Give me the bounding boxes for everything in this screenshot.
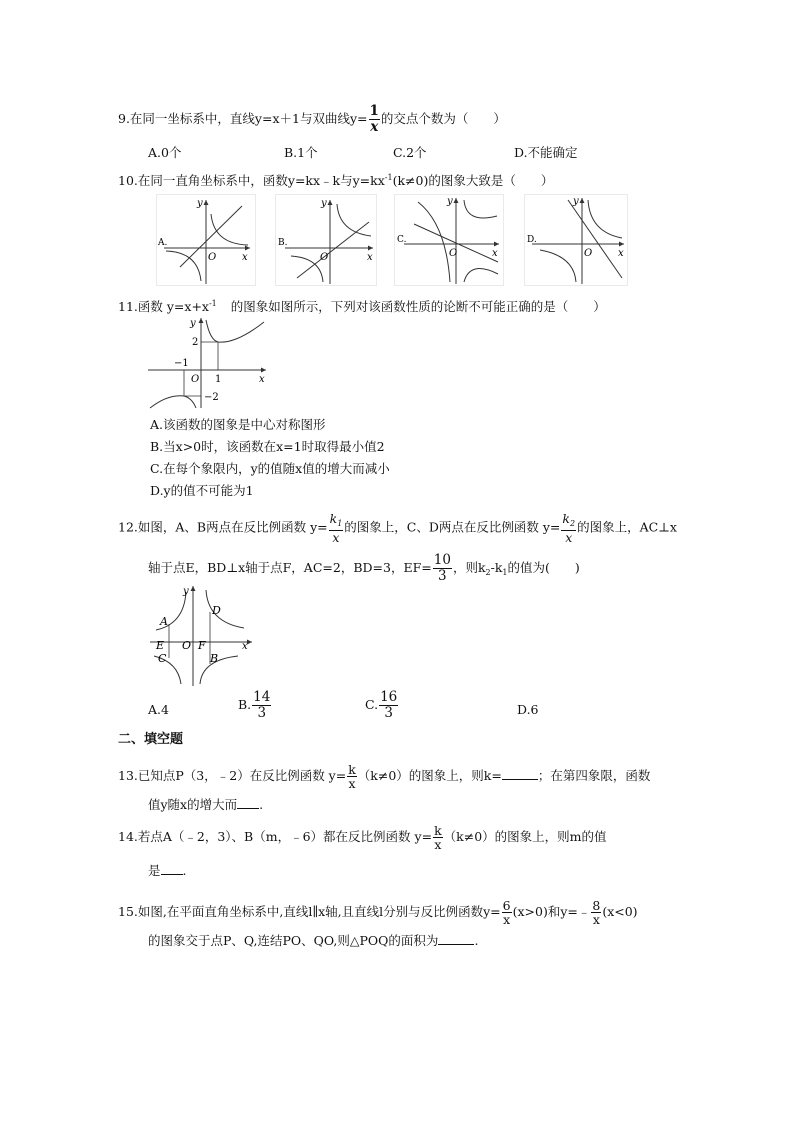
q9-stem: [118, 104, 506, 135]
q11-graph-neg-one: −1: [174, 358, 189, 369]
q10-graph-b-label: B.: [278, 238, 288, 248]
q12-option-c-fraction: [379, 690, 398, 721]
q12-fraction-k2: [561, 512, 576, 544]
q12-line-2-part-d: 的值为( ): [507, 560, 580, 575]
q9-option-d: D.不能确定: [514, 145, 578, 160]
q14-fraction-numerator: k: [434, 823, 442, 838]
q15-line-2: [148, 932, 478, 949]
q15-line-2-part-a: 的图象交于点P、Q,连结PO、QO,则△POQ的面积为: [148, 933, 439, 948]
q10-graph-d-o: O: [584, 248, 593, 259]
q12-ef-denominator: 3: [438, 568, 447, 584]
q15-line-1-part-a: 15.如图,在平面直角坐标系中,直线l∥x轴,且直线l分别与反比例函数y=: [118, 904, 501, 919]
q12-graph-o: O: [182, 639, 192, 652]
q15-fraction-8-denominator: x: [592, 912, 600, 927]
q14-line-2: [148, 862, 187, 879]
q14-line-2-part-b: .: [182, 863, 187, 878]
q10-graph-c-label: C.: [397, 235, 407, 245]
q10-exponent: -1: [384, 173, 393, 182]
q14-fraction-denominator: x: [434, 837, 442, 852]
q14-line-1-part-b: （k≠0）的图象上，则m的值: [443, 829, 607, 844]
q10-graph-c: [394, 194, 504, 286]
q10-graph-b: [275, 194, 377, 286]
q12-k1-denominator: x: [332, 530, 340, 545]
q12-option-a: A.4: [148, 702, 169, 717]
q12-k2-subscript-2: 2: [485, 568, 491, 577]
q9-stem-part-a: 9.在同一坐标系中，直线y=x＋1与双曲线y=: [118, 111, 368, 126]
q15-fraction-6-numerator: 6: [502, 898, 511, 913]
q12-graph-e: E: [156, 639, 165, 652]
q12-option-b-denominator: 3: [257, 705, 267, 721]
q13-line-2-part-b: .: [259, 797, 264, 812]
section-heading-fill-in: 二、填空题: [118, 732, 184, 747]
q12-fraction-k1: [329, 512, 344, 544]
q12-graph-b: B: [210, 652, 219, 665]
q13-fraction-numerator: k: [348, 762, 356, 777]
q13-line-1-part-b: （k≠0）的图象上，则k=: [357, 768, 502, 783]
q9-option-b: B.1个: [284, 145, 318, 160]
q11-graph-o: O: [191, 374, 200, 385]
q12-option-c: [365, 690, 399, 721]
q13-line-1-part-c: ；在第四象限，函数: [537, 768, 651, 783]
q10-graph-b-x: x: [367, 252, 373, 263]
q12-k2-numerator: k: [562, 511, 570, 526]
q10-graph-c-y: y: [447, 196, 453, 207]
q15-line-1-part-b: (x>0)和y=﹣: [512, 904, 591, 919]
q12-k1-subscript-2: 1: [502, 568, 508, 577]
q12-graph-a: A: [160, 615, 168, 628]
q13-line-2: [148, 796, 263, 813]
q10-graph-b-o: O: [320, 252, 329, 263]
q14-fraction: [433, 824, 443, 851]
q12-option-b-label: B.: [238, 697, 252, 712]
q11-graph-x: x: [259, 374, 265, 385]
q15-fraction-8-numerator: 8: [592, 898, 601, 913]
q10-graph-d-label: D.: [527, 235, 537, 245]
q10-graph-a-o: O: [208, 252, 217, 263]
q12-k1-numerator: k: [329, 511, 338, 526]
q12-line-2-part-a: 轴于点E，BD⊥x轴于点F，AC=2，BD=3，EF=: [148, 560, 432, 575]
q12-k1-subscript: 1: [337, 519, 343, 528]
q11-graph-two: 2: [192, 337, 199, 348]
q13-answer-blank-k[interactable]: [502, 767, 538, 780]
q10-graph-c-x: x: [492, 248, 498, 259]
q12-option-b: [238, 690, 272, 721]
q15-fraction-6: [502, 899, 512, 926]
q11-exponent: -1: [208, 299, 217, 308]
q12-option-c-label: C.: [365, 697, 379, 712]
q13-fraction-denominator: x: [348, 776, 356, 791]
q15-fraction-6-denominator: x: [503, 912, 511, 927]
q12-option-b-fraction: [252, 690, 271, 721]
q12-option-c-numerator: 16: [380, 689, 398, 705]
q11-stem-part-b: 的图象如图所示，下列对该函数性质的论断不可能正确的是（ ）: [230, 299, 606, 314]
q12-line-1-part-a: 12.如图，A、B两点在反比例函数 y=: [118, 519, 328, 535]
q11-option-c: C.在每个象限内，y的值随x值的增大而减小: [150, 461, 390, 476]
q15-line-1-part-c: (x<0): [602, 904, 638, 919]
q12-k2-denominator: x: [565, 530, 573, 545]
q11-option-d: D.y的值不可能为1: [150, 483, 254, 498]
q10-graph-d: [524, 194, 628, 286]
q10-stem-part-a: 10.在同一直角坐标系中，函数y=kx﹣k与y=kx: [118, 173, 385, 188]
q15-fraction-8: [591, 899, 601, 926]
q12-line-1-part-c: 的图象上，AC⊥x: [577, 519, 677, 535]
q12-graph-x: x: [242, 641, 248, 652]
q10-graph-a: [156, 194, 256, 286]
q12-line-2-part-c: -k: [490, 560, 503, 575]
q10-graph-d-x: x: [618, 248, 624, 259]
q12-option-c-denominator: 3: [384, 705, 393, 721]
q11-graph: [146, 314, 270, 410]
q12-graph: [148, 582, 256, 688]
q14-answer-blank[interactable]: [161, 862, 183, 875]
q12-ef-numerator: 10: [433, 552, 451, 568]
q12-option-d: D.6: [517, 702, 539, 717]
q10-graph-a-y: y: [197, 198, 203, 209]
q13-answer-blank-trend[interactable]: [237, 796, 259, 809]
q10-graph-c-o: O: [449, 248, 458, 259]
q10-graph-d-y: y: [573, 196, 579, 207]
q11-graph-y: y: [190, 318, 196, 329]
q11-graph-one: 1: [215, 374, 222, 385]
q14-line-2-part-a: 是: [148, 863, 161, 878]
q9-fraction-numerator: 1: [369, 103, 379, 119]
q10-stem: [118, 170, 553, 189]
q9-option-c: C.2个: [393, 145, 427, 160]
q11-graph-neg-two: −2: [204, 392, 219, 403]
q12-graph-y: y: [183, 586, 189, 597]
q13-line-1: [118, 763, 650, 790]
q15-line-2-part-b: .: [474, 933, 479, 948]
q12-option-b-numerator: 14: [253, 689, 271, 705]
q12-graph-f: F: [198, 639, 206, 652]
q15-line-1: [118, 899, 638, 926]
q11-stem-part-a: 11.函数 y=x+x: [118, 299, 209, 314]
q11-option-b: B.当x>0时，该函数在x=1时取得最小值2: [150, 439, 385, 454]
q13-line-1-part-a: 13.已知点P（3，﹣2）在反比例函数 y=: [118, 768, 347, 783]
q11-option-a: A.该函数的图象是中心对称图形: [150, 417, 326, 432]
q14-line-1: [118, 824, 607, 851]
q9-fraction: [369, 104, 380, 135]
q10-graph-a-label: A.: [158, 238, 168, 248]
q10-graph-b-y: y: [321, 198, 327, 209]
q14-line-1-part-a: 14.若点A（﹣2，3）、B（m，﹣6）都在反比例函数 y=: [118, 829, 433, 844]
q12-graph-d: D: [212, 604, 221, 617]
q15-answer-blank[interactable]: [438, 932, 474, 945]
q11-stem: [118, 296, 606, 315]
q10-graph-a-x: x: [242, 252, 248, 263]
q10-stem-part-b: (k≠0)的图象大致是（ ）: [392, 173, 554, 188]
q12-line-1-part-b: 的图象上，C、D两点在反比例函数 y=: [344, 519, 561, 535]
q12-fraction-ef: [433, 553, 452, 584]
q12-graph-c: C: [158, 652, 167, 665]
q9-option-a: A.0个: [148, 145, 182, 160]
q12-line-2-part-b: ，则k: [452, 560, 486, 575]
q9-stem-part-b: 的交点个数为（ ）: [380, 111, 506, 126]
q13-line-2-part-a: 值y随x的增大而: [148, 797, 238, 812]
q9-fraction-denominator: x: [370, 119, 379, 135]
q12-line-1: [118, 512, 677, 544]
q13-fraction: [347, 763, 357, 790]
q12-k2-subscript: 2: [569, 519, 576, 528]
q12-line-2: [148, 553, 580, 584]
